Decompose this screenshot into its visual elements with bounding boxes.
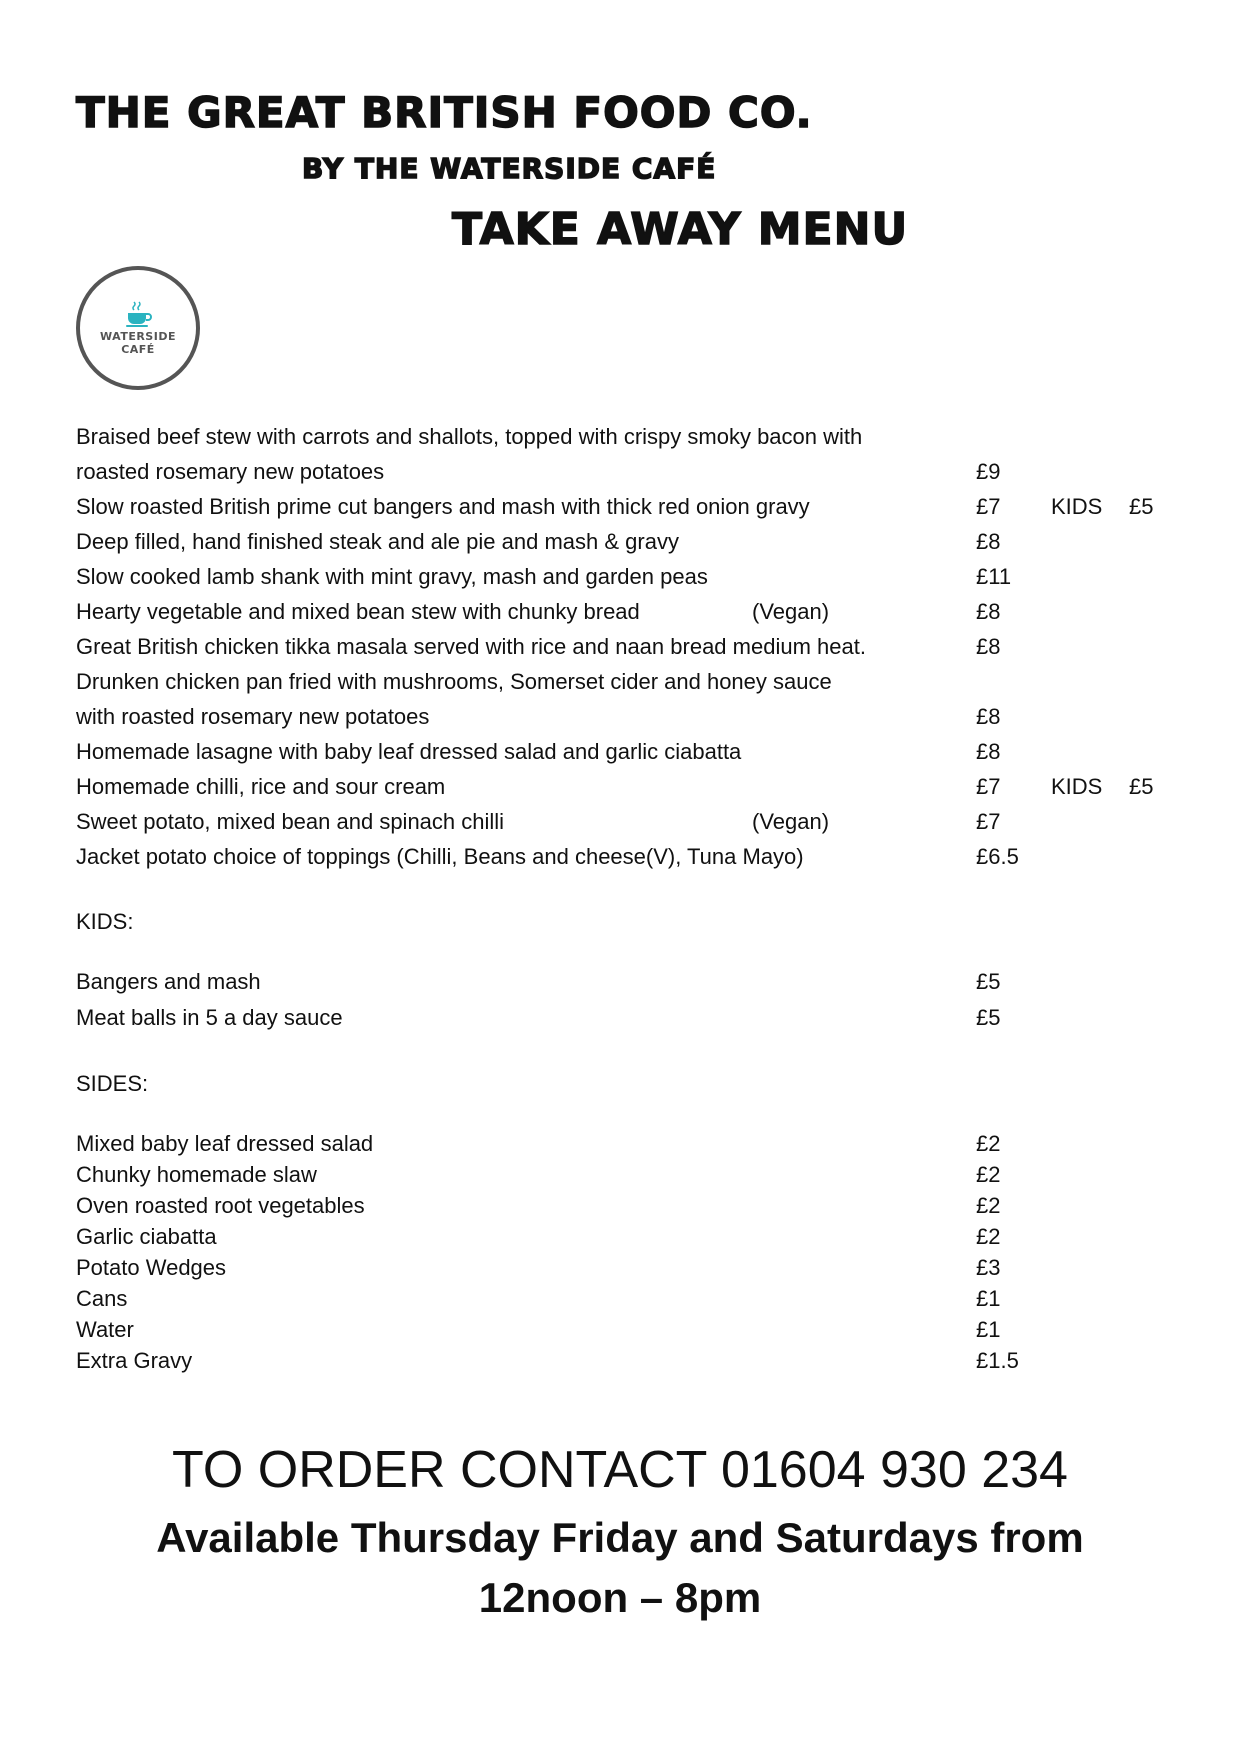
availability bbox=[0, 1508, 1240, 1628]
menu-item-price: £8 bbox=[976, 599, 1001, 624]
menu-item-price: £11 bbox=[976, 564, 1012, 589]
menu-item-price: £1.5 bbox=[976, 1348, 1019, 1373]
menu-item-price: £8 bbox=[976, 529, 1001, 554]
menu-item-name: Braised beef stew with carrots and shallots, topped with crispy smoky bacon with bbox=[76, 424, 863, 449]
menu-item-price: £2 bbox=[976, 1224, 1001, 1249]
page-title: THE GREAT BRITISH FOOD CO. bbox=[76, 88, 813, 137]
menu-item-price: £2 bbox=[976, 1131, 1001, 1156]
menu-item-name: Sweet potato, mixed bean and spinach chilli bbox=[76, 809, 505, 834]
availability-hours: 12noon – 8pm bbox=[478, 1574, 762, 1621]
menu-item-name: roasted rosemary new potatoes bbox=[76, 459, 385, 484]
vegan-tag: (Vegan) bbox=[752, 599, 830, 624]
menu-item-name: Garlic ciabatta bbox=[76, 1224, 217, 1249]
menu-item-name: with roasted rosemary new potatoes bbox=[76, 704, 430, 729]
menu-item-price: £1 bbox=[976, 1286, 1001, 1311]
menu-item-price: £8 bbox=[976, 634, 1001, 659]
coffee-cup-icon bbox=[123, 301, 153, 327]
menu-item-name: Water bbox=[76, 1317, 134, 1342]
menu-item-price: £7 bbox=[976, 809, 1001, 834]
kids-price: £5 bbox=[1129, 774, 1154, 799]
logo-text-line2: CAFÉ bbox=[121, 342, 155, 356]
kids-price: £5 bbox=[1129, 494, 1154, 519]
menu-item-name: Cans bbox=[76, 1286, 128, 1311]
menu-item-name: Slow roasted British prime cut bangers and mash with thick red onion gravy bbox=[76, 494, 810, 519]
menu-item-name: Meat balls in 5 a day sauce bbox=[76, 1005, 343, 1030]
menu-heading: TAKE AWAY MENU bbox=[452, 204, 909, 255]
menu-item-name: Oven roasted root vegetables bbox=[76, 1193, 365, 1218]
menu-item-price: £8 bbox=[976, 704, 1001, 729]
menu-item-name: Potato Wedges bbox=[76, 1255, 227, 1280]
page-subtitle: BY THE WATERSIDE CAFÉ bbox=[302, 152, 717, 185]
menu-item-name: Jacket potato choice of toppings (Chilli, Beans and cheese(V), Tuna Mayo) bbox=[76, 844, 804, 869]
sides-heading: SIDES: bbox=[76, 1071, 149, 1096]
vegan-tag: (Vegan) bbox=[752, 809, 830, 834]
menu-item-price: £3 bbox=[976, 1255, 1001, 1280]
menu-item-price: £1 bbox=[976, 1317, 1001, 1342]
kids-label: KIDS bbox=[1051, 494, 1103, 519]
availability-days: Available Thursday Friday and Saturdays from bbox=[156, 1514, 1084, 1561]
menu-item-name: Chunky homemade slaw bbox=[76, 1162, 317, 1187]
menu-item-price: £9 bbox=[976, 459, 1001, 484]
menu-item-price: £2 bbox=[976, 1193, 1001, 1218]
menu-item-name: Great British chicken tikka masala served with rice and naan bread medium heat. bbox=[76, 634, 866, 659]
menu-item-name: Deep filled, hand finished steak and ale pie and mash & gravy bbox=[76, 529, 679, 554]
logo-text-line1: WATERSIDE bbox=[100, 329, 176, 343]
menu-item-price: £2 bbox=[976, 1162, 1001, 1187]
menu-item-name: Bangers and mash bbox=[76, 969, 261, 994]
menu-item-price: £6.5 bbox=[976, 844, 1019, 869]
order-contact: TO ORDER CONTACT 01604 930 234 bbox=[172, 1441, 1068, 1499]
menu-item-name: Drunken chicken pan fried with mushrooms, Somerset cider and honey sauce bbox=[76, 669, 832, 694]
menu-item-name: Homemade lasagne with baby leaf dressed salad and garlic ciabatta bbox=[76, 739, 742, 764]
menu-item-name: Hearty vegetable and mixed bean stew with chunky bread bbox=[76, 599, 640, 624]
menu-item-price: £5 bbox=[976, 1005, 1001, 1030]
menu-item-price: £7 bbox=[976, 774, 1001, 799]
menu-item-price: £7 bbox=[976, 494, 1001, 519]
waterside-cafe-logo bbox=[76, 266, 200, 390]
kids-label: KIDS bbox=[1051, 774, 1103, 799]
menu-item-name: Slow cooked lamb shank with mint gravy, mash and garden peas bbox=[76, 564, 708, 589]
menu-item-name: Extra Gravy bbox=[76, 1348, 193, 1373]
menu-item-name: Mixed baby leaf dressed salad bbox=[76, 1131, 374, 1156]
menu-item-price: £5 bbox=[976, 969, 1001, 994]
kids-heading: KIDS: bbox=[76, 909, 134, 934]
menu-item-name: Homemade chilli, rice and sour cream bbox=[76, 774, 446, 799]
menu-item-price: £8 bbox=[976, 739, 1001, 764]
